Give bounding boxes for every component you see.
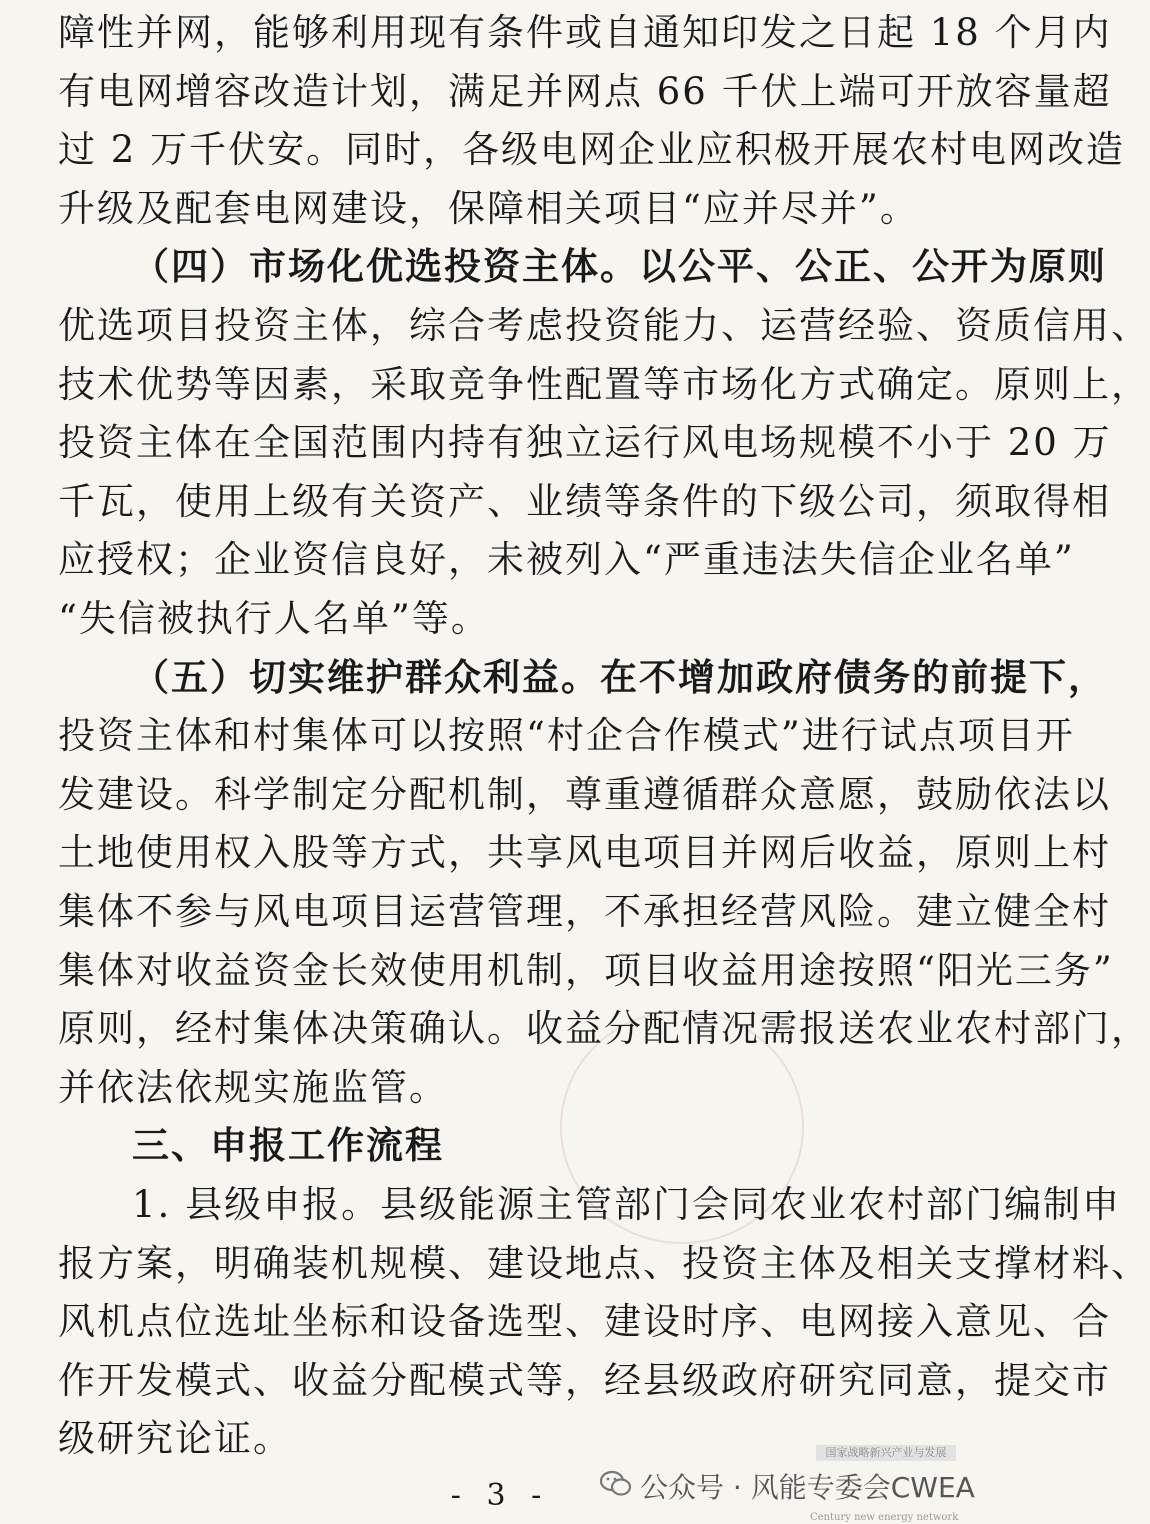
text-line: 障性并网，能够利用现有条件或自通知印发之日起 18 个月内: [58, 11, 1112, 54]
wechat-watermark: [600, 1462, 990, 1512]
section-4-title: 市场化优选投资主体。以公平、公正、公开为原则: [249, 245, 1107, 289]
wechat-icon: [600, 1470, 632, 1498]
section-3-heading: 三、申报工作流程: [132, 1124, 444, 1168]
section-5-title: 切实维护群众利益。在不增加政府债务的前提下，: [249, 655, 1107, 699]
watermark-top-label: 国家战略新兴产业与发展: [816, 1445, 956, 1461]
text-line: 原则，经村集体决策确认。收益分配情况需报送农业农村部门，: [58, 1007, 1150, 1051]
watermark-text: 公众号 · 风能专委会CWEA: [640, 1471, 975, 1504]
text-line: 千瓦，使用上级有关资产、业绩等条件的下级公司，须取得相: [58, 479, 1111, 523]
text-line: 土地使用权入股等方式，共享风电项目并网后收益，原则上村: [58, 831, 1111, 875]
text-line: 报方案，明确装机规模、建设地点、投资主体及相关支撑材料、: [58, 1241, 1150, 1285]
section-5-first-line: [58, 653, 1107, 703]
text-line: 升级及配套电网建设，保障相关项目“应并尽并”。: [58, 186, 919, 230]
text-line: 并依法依规实施监管。: [58, 1065, 448, 1109]
text-line: 技术优势等因素，采取竞争性配置等市场化方式确定。原则上，: [58, 362, 1150, 406]
text-line: 1. 县级申报。县级能源主管部门会同农业农村部门编制申: [132, 1183, 1122, 1226]
text-line: 集体不参与风电项目运营管理，不承担经营风险。建立健全村: [58, 890, 1111, 933]
text-line: “失信被执行人名单”等。: [58, 597, 490, 640]
text-line: 风机点位选址坐标和设备选型、建设时序、电网接入意见、合: [58, 1300, 1111, 1344]
section-5-marker: （五）: [132, 655, 249, 699]
text-line: 投资主体在全国范围内持有独立运行风电场规模不小于 20 万: [58, 421, 1112, 465]
page-number: - 3 -: [450, 1478, 550, 1513]
text-line: 过 2 万千伏安。同时，各级电网企业应积极开展农村电网改造: [58, 128, 1126, 172]
section-4-first-line: [58, 242, 1107, 292]
text-line: 发建设。科学制定分配机制，尊重遵循群众意愿，鼓励依法以: [58, 772, 1111, 816]
section-4-marker: （四）: [132, 245, 249, 289]
text-line: 有电网增容改造计划，满足并网点 66 千伏上端可开放容量超: [58, 69, 1112, 113]
text-line: 投资主体和村集体可以按照“村企合作模式”进行试点项目开: [58, 714, 1075, 758]
text-line: 优选项目投资主体，综合考虑投资能力、运营经验、资质信用、: [58, 304, 1150, 347]
text-line: 应授权；企业资信良好，未被列入“严重违法失信企业名单”: [58, 538, 1075, 582]
text-line: 作开发模式、收益分配模式等，经县级政府研究同意，提交市: [58, 1358, 1111, 1402]
text-line: 级研究论证。: [58, 1417, 292, 1461]
watermark-sub-label: Century new energy network: [810, 1512, 959, 1523]
text-line: 集体对收益资金长效使用机制，项目收益用途按照“阳光三务”: [58, 948, 1114, 992]
